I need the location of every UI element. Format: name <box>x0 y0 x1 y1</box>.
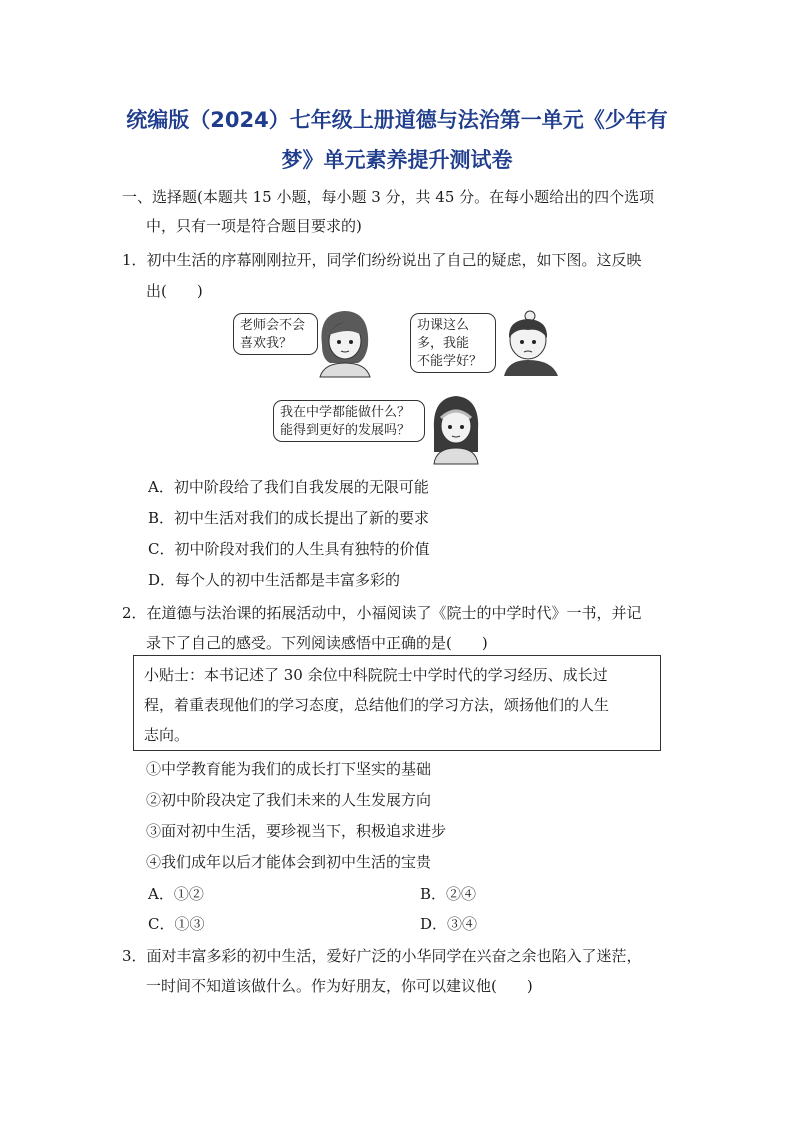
q1-stem-line-2: 出( ) <box>146 282 203 300</box>
q1-option-d[interactable]: D．每个人的初中生活都是丰富多彩的 <box>148 571 401 589</box>
speech-bubble-development <box>273 400 425 442</box>
exam-title-line-1: 统编版（2024）七年级上册道德与法治第一单元《少年有 <box>126 108 668 132</box>
speech-bubble-teacher <box>233 313 318 355</box>
q2-option-c[interactable]: C．①③ <box>148 915 205 933</box>
exam-title-line-2: 梦》单元素养提升测试卷 <box>281 148 513 172</box>
girl-headband-icon <box>428 392 484 464</box>
q1-stem-line-1: 1．初中生活的序幕刚刚拉开，同学们纷纷说出了自己的疑虑，如下图。这反映 <box>122 251 642 269</box>
tip-line-2: 程，着重表现他们的学习态度，总结他们的学习方法，颂扬他们的人生 <box>144 696 610 714</box>
q2-item-2: ②初中阶段决定了我们未来的人生发展方向 <box>146 791 432 809</box>
bubble-text: 老师会不会 <box>240 318 306 333</box>
q2-option-b[interactable]: B．②④ <box>420 885 477 903</box>
q2-tip-box <box>133 655 661 751</box>
q2-option-d[interactable]: D．③④ <box>420 915 478 933</box>
q2-stem-line-1: 2．在道德与法治课的拓展活动中，小福阅读了《院士的中学时代》一书，并记 <box>122 604 642 622</box>
speech-bubble-homework <box>410 313 496 373</box>
girl-long-hair-icon <box>314 305 376 377</box>
q2-item-4: ④我们成年以后才能体会到初中生活的宝贵 <box>146 853 432 871</box>
q2-stem-line-2: 录下了自己的感受。下列阅读感悟中正确的是( ) <box>146 634 488 652</box>
bubble-text: 喜欢我？ <box>240 336 293 351</box>
q1-option-a[interactable]: A．初中阶段给了我们自我发展的无限可能 <box>148 478 429 496</box>
q3-stem-line-1: 3．面对丰富多彩的初中生活，爱好广泛的小华同学在兴奋之余也陷入了迷茫， <box>122 947 642 965</box>
bubble-text: 功课这么 <box>417 318 470 333</box>
tip-line-1: 小贴士：本书记述了 30 余位中科院院士中学时代的学习经历、成长过 <box>144 666 608 684</box>
section-heading-line-1: 一、选择题(本题共 15 小题，每小题 3 分，共 45 分。在每小题给出的四个选项 <box>122 188 655 206</box>
q2-option-a[interactable]: A．①② <box>148 885 204 903</box>
tip-line-3: 志向。 <box>144 726 190 744</box>
q2-item-1: ①中学教育能为我们的成长打下坚实的基础 <box>146 760 432 778</box>
q1-option-c[interactable]: C．初中阶段对我们的人生具有独特的价值 <box>148 540 430 558</box>
q2-item-3: ③面对初中生活，要珍视当下，积极追求进步 <box>146 822 447 840</box>
boy-worried-icon <box>496 308 562 376</box>
bubble-text: 多，我能 <box>417 336 470 351</box>
q3-stem-line-2: 一时间不知道该做什么。作为好朋友，你可以建议他( ) <box>146 977 533 995</box>
bubble-text: 能得到更好的发展吗？ <box>280 423 411 438</box>
q1-option-b[interactable]: B．初中生活对我们的成长提出了新的要求 <box>148 509 430 527</box>
section-heading-line-2: 中，只有一项是符合题目要求的) <box>146 217 362 235</box>
bubble-text: 我在中学都能做什么？ <box>280 405 411 420</box>
bubble-text: 不能学好？ <box>417 354 483 369</box>
